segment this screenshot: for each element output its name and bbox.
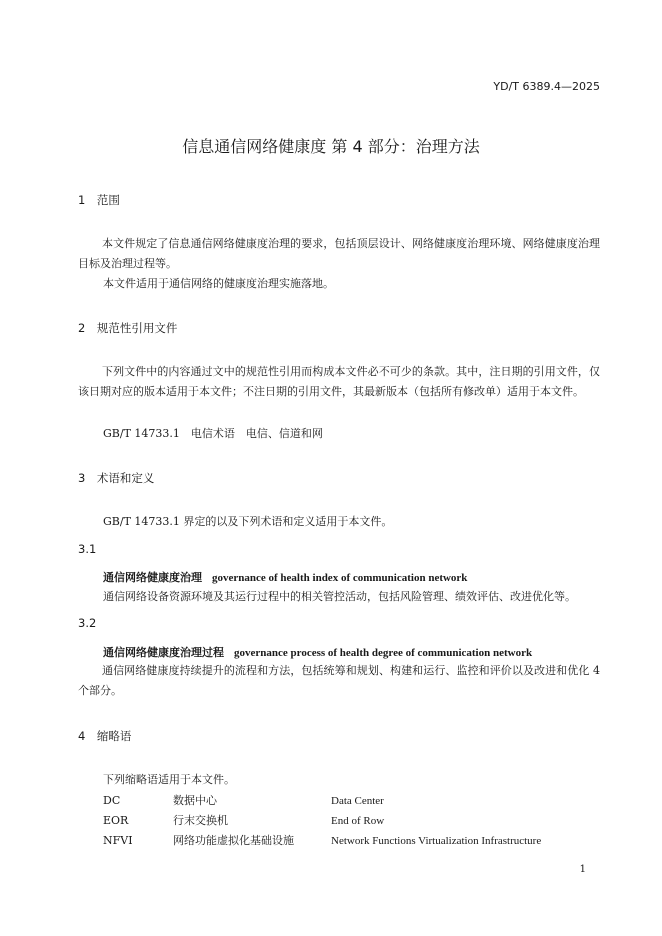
abbreviation-row (103, 811, 603, 831)
section-4-heading: 4 缩略语 (78, 729, 132, 743)
term-3-1-en: governance of health index of communication network (212, 572, 468, 584)
section-1-heading: 1 范围 (78, 193, 120, 207)
section-2-paragraph-1: 下列文件中的内容通过文中的规范性引用而构成本文件必不可少的条款。其中，注日期的引用文件，仅该日期对应的版本适用于本文件；不注日期的引用文件，其最新版本（包括所有修改单）适用于本文件。 (78, 365, 600, 398)
abbreviation-en: Network Functions Virtualization Infrastructure (331, 835, 542, 847)
abbreviation: EOR (103, 814, 129, 827)
abbreviation-zh: 行末交换机 (173, 814, 228, 827)
abbreviation-en: Data Center (331, 795, 384, 807)
term-3-2-number: 3.2 (78, 616, 97, 630)
term-3-1-title (103, 569, 467, 585)
section-2-reference: GB/T 14733.1 电信术语 电信、信道和网 (103, 427, 323, 440)
term-3-2-definition: 通信网络健康度持续提升的流程和方法，包括统筹和规划、构建和运行、监控和评价以及改进和优化 4 个部分。 (78, 664, 600, 697)
term-3-1-zh: 通信网络健康度治理 (103, 571, 202, 584)
term-3-1-number: 3.1 (78, 542, 97, 556)
abbreviation: NFVI (103, 834, 133, 847)
term-3-1-definition: 通信网络设备资源环境及其运行过程中的相关管控活动，包括风险管理、绩效评估、改进优化等。 (103, 590, 576, 603)
document-title: 信息通信网络健康度 第 4 部分：治理方法 (182, 137, 480, 156)
standard-code: YD/T 6389.4—2025 (493, 80, 600, 93)
section-3-paragraph-1: GB/T 14733.1 界定的以及下列术语和定义适用于本文件。 (103, 515, 393, 528)
term-3-2-zh: 通信网络健康度治理过程 (103, 646, 224, 659)
section-3-heading: 3 术语和定义 (78, 471, 155, 485)
abbreviation-zh: 网络功能虚拟化基础设施 (173, 834, 294, 847)
section-4-intro: 下列缩略语适用于本文件。 (103, 773, 235, 786)
abbreviation-zh: 数据中心 (173, 794, 217, 807)
term-3-2-title (103, 644, 532, 660)
abbreviation-row (103, 791, 603, 811)
section-2-heading: 2 规范性引用文件 (78, 321, 178, 335)
term-3-2-en: governance process of health degree of communication network (234, 647, 533, 659)
abbreviation: DC (103, 794, 121, 807)
abbreviation-en: End of Row (331, 815, 385, 827)
section-1-paragraph-2: 本文件适用于通信网络的健康度治理实施落地。 (103, 277, 334, 290)
page-number: 1 (579, 864, 586, 875)
section-1-paragraph-1: 本文件规定了信息通信网络健康度治理的要求，包括顶层设计、网络健康度治理环境、网络健康度治理目标及治理过程等。 (78, 237, 600, 270)
abbreviation-row (103, 831, 603, 851)
